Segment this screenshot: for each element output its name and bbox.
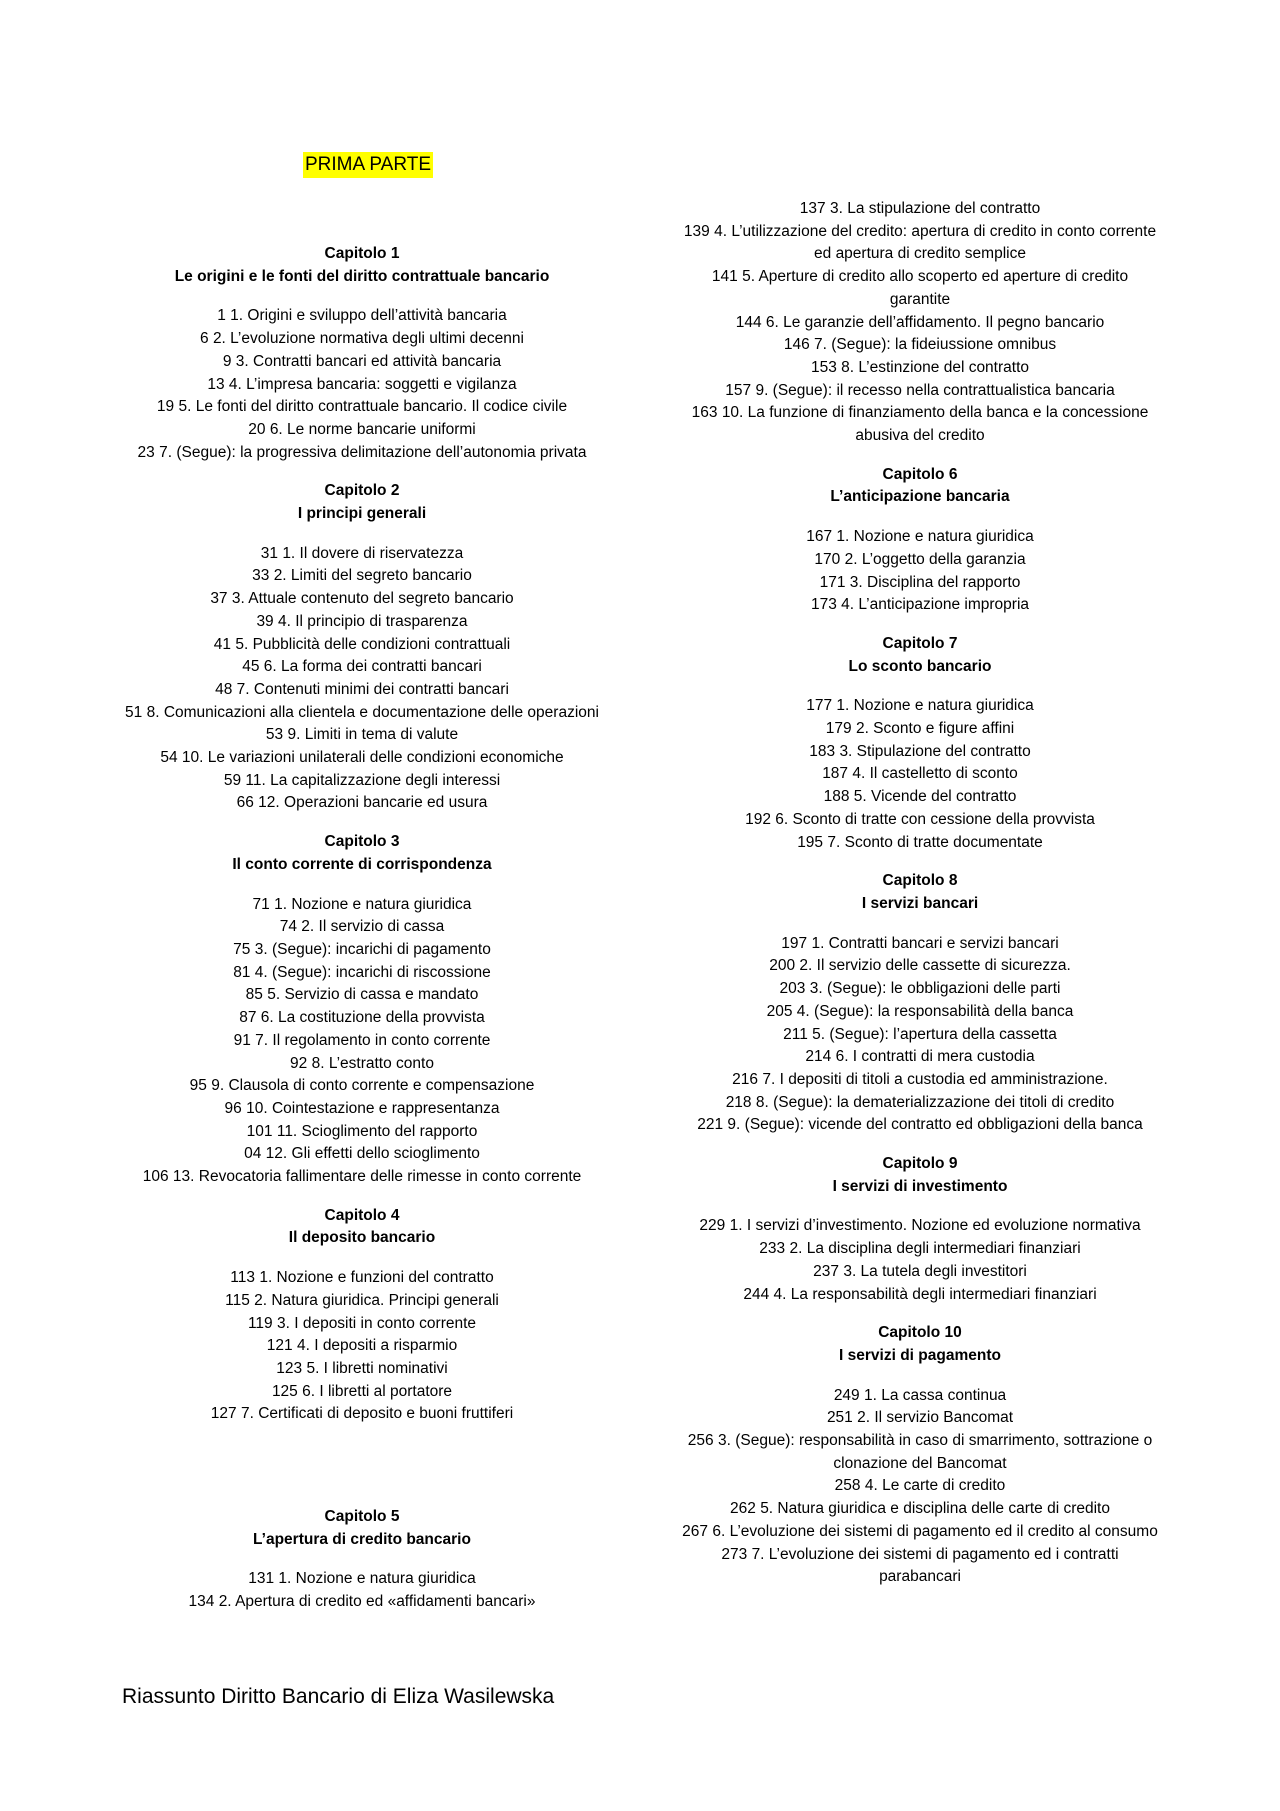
chapter-title: I servizi di investimento — [832, 1177, 1008, 1195]
toc-entry-page-number: 233 — [759, 1240, 786, 1258]
toc-entry — [680, 1284, 1160, 1307]
toc-entry-page-number: 85 — [245, 986, 263, 1004]
toc-entry-page-number: 115 — [225, 1291, 250, 1309]
toc-entry-title: 4. I depositi a risparmio — [296, 1337, 458, 1355]
chapter-heading — [112, 480, 612, 525]
toc-entry — [112, 634, 612, 657]
toc-entry — [680, 402, 1160, 447]
toc-entry-title: 1. I servizi d’investimento. Nozione ed evoluzione normativa — [729, 1217, 1141, 1235]
toc-entry — [680, 695, 1160, 718]
chapter-section — [112, 1506, 612, 1614]
toc-entry-title: 8. L’estratto conto — [311, 1054, 434, 1072]
toc-entry-title: 2. Il servizio delle cassette di sicurezza. — [799, 957, 1071, 975]
toc-entry — [680, 718, 1160, 741]
toc-entry — [112, 1075, 612, 1098]
toc-entry-title: 12. Gli effetti dello scioglimento — [265, 1145, 480, 1163]
toc-entry — [680, 809, 1160, 832]
toc-entry-page-number: 179 — [825, 720, 852, 738]
toc-entry — [112, 543, 612, 566]
toc-entry — [112, 916, 612, 939]
toc-entry — [112, 611, 612, 634]
chapter-section — [112, 480, 612, 815]
toc-entry-page-number: 131 — [248, 1570, 275, 1588]
toc-entry-page-number: 125 — [271, 1382, 298, 1400]
toc-entry-title: 4. Il principio di trasparenza — [278, 612, 468, 630]
chapter-section — [680, 1322, 1160, 1589]
toc-entry-title: 8. (Segue): la dematerializzazione dei titoli di credito — [755, 1093, 1115, 1111]
toc-entry-page-number: 237 — [813, 1262, 840, 1280]
toc-entry-title: 10. La funzione di finanziamento della banca e la concessione abusiva del credito — [721, 404, 1149, 445]
toc-entry-title: 2. Apertura di credito ed «affidamenti bancari» — [218, 1593, 536, 1611]
toc-entry-title: 7. L’evoluzione dei sistemi di pagamento ed i contratti parabancari — [751, 1545, 1119, 1586]
toc-entry — [680, 198, 1160, 221]
toc-entry-page-number: 163 — [691, 404, 718, 422]
toc-entry — [680, 1024, 1160, 1047]
toc-entry — [680, 1046, 1160, 1069]
toc-entry-page-number: 66 — [236, 794, 254, 812]
toc-entry — [112, 770, 612, 793]
toc-entry — [680, 1238, 1160, 1261]
chapter-number: Capitolo 10 — [878, 1324, 962, 1342]
chapter-section — [112, 1205, 612, 1426]
toc-entry-title: 6. La costituzione della provvista — [260, 1009, 485, 1027]
toc-entry-page-number: 95 — [189, 1077, 207, 1095]
chapter-title: I servizi di pagamento — [839, 1346, 1001, 1364]
chapter-heading — [680, 870, 1160, 915]
toc-entry-page-number: 04 — [244, 1145, 262, 1163]
toc-entry — [112, 792, 612, 815]
toc-entry-page-number: 170 — [814, 550, 841, 568]
chapter-number: Capitolo 2 — [324, 482, 400, 500]
toc-entry-page-number: 121 — [266, 1337, 293, 1355]
toc-entry — [112, 305, 612, 328]
chapter-title: L’anticipazione bancaria — [830, 488, 1010, 506]
chapter-heading — [112, 1506, 612, 1551]
toc-entry-page-number: 127 — [210, 1405, 237, 1423]
toc-entry-page-number: 101 — [246, 1122, 273, 1140]
toc-entry — [112, 419, 612, 442]
toc-entry — [680, 978, 1160, 1001]
toc-entry-page-number: 9 — [222, 352, 232, 370]
toc-entry — [112, 1313, 612, 1336]
toc-entry — [680, 1475, 1160, 1498]
toc-entry — [112, 656, 612, 679]
chapter-section — [112, 243, 612, 464]
toc-entry-title: 2. Sconto e figure affini — [855, 720, 1015, 738]
toc-entry-page-number: 59 — [223, 771, 242, 789]
toc-entry-page-number: 157 — [725, 381, 752, 399]
toc-entry-page-number: 244 — [743, 1285, 770, 1303]
toc-entry-page-number: 74 — [279, 918, 297, 936]
toc-entry — [112, 1053, 612, 1076]
toc-entry-page-number: 167 — [806, 528, 833, 546]
chapter-title: Il deposito bancario — [288, 1229, 436, 1247]
toc-entry-page-number: 134 — [188, 1593, 215, 1611]
toc-entry — [112, 328, 612, 351]
toc-entry — [112, 1568, 612, 1591]
toc-entry-page-number: 251 — [826, 1409, 853, 1427]
toc-entry-page-number: 267 — [682, 1522, 709, 1540]
toc-entry-page-number: 31 — [260, 544, 278, 562]
toc-entry-page-number: 258 — [834, 1477, 861, 1495]
toc-entry — [112, 679, 612, 702]
chapter-heading — [112, 1205, 612, 1250]
toc-entry-title: 5. Aperture di credito allo scoperto ed aperture di credito garantite — [742, 268, 1129, 308]
toc-entry-page-number: 137 — [799, 200, 826, 217]
toc-entry-page-number: 139 — [683, 222, 710, 240]
toc-entry-title: 7. Sconto di tratte documentate — [827, 833, 1043, 851]
toc-entry-title: 10. Le variazioni unilaterali delle condizioni economiche — [181, 749, 564, 767]
toc-entry — [680, 832, 1160, 855]
toc-entry-title: 3. (Segue): incarichi di pagamento — [254, 940, 491, 958]
toc-entry-page-number: 273 — [721, 1545, 748, 1563]
toc-entry-page-number: 1 — [217, 307, 226, 325]
chapter-heading — [112, 831, 612, 876]
toc-entry — [680, 1069, 1160, 1092]
toc-entry-title: 5. Servizio di cassa e mandato — [267, 986, 479, 1004]
toc-entry-page-number: 177 — [806, 697, 833, 715]
toc-entry-title: 2. Natura giuridica. Principi generali — [254, 1291, 499, 1309]
toc-entry — [680, 786, 1160, 809]
toc-entry-page-number: 221 — [697, 1116, 724, 1134]
toc-entry-page-number: 249 — [833, 1386, 860, 1404]
toc-entry-title: 4. L’utilizzazione del credito: apertura di credito in conto corrente ed apertura di credito semplice — [714, 222, 1157, 263]
toc-entry-page-number: 53 — [265, 726, 284, 744]
toc-entry-page-number: 144 — [735, 313, 762, 331]
toc-entry-title: 8. Comunicazioni alla clientela e documentazione delle operazioni — [146, 703, 599, 721]
toc-entry — [112, 1358, 612, 1381]
toc-entry-title: 5. Le fonti del diritto contrattuale bancario. Il codice civile — [178, 398, 568, 416]
toc-entry-title: 6. Sconto di tratte con cessione della provvista — [775, 810, 1095, 828]
toc-entry — [680, 1001, 1160, 1024]
toc-left-column — [112, 243, 612, 1630]
toc-entry-title: 6. Le norme bancarie uniformi — [269, 420, 476, 438]
toc-entry — [112, 442, 612, 465]
toc-entry-title: 13. Revocatoria fallimentare delle rimesse in conto corrente — [172, 1168, 582, 1186]
toc-entry-page-number: 23 — [137, 443, 155, 461]
chapter-number: Capitolo 6 — [882, 465, 958, 483]
toc-entry-page-number: 183 — [809, 742, 836, 760]
toc-entry — [680, 955, 1160, 978]
chapter-heading — [112, 243, 612, 288]
toc-entry-page-number: 153 — [810, 358, 837, 376]
chapter-section — [112, 831, 612, 1189]
toc-entry-title: 12. Operazioni bancarie ed usura — [258, 794, 488, 812]
toc-entry — [680, 1498, 1160, 1521]
toc-entry-page-number: 45 — [242, 658, 260, 676]
toc-entry-page-number: 262 — [730, 1500, 756, 1518]
toc-entry — [112, 702, 612, 725]
toc-entry-title: 1. Contratti bancari e servizi bancari — [811, 934, 1059, 952]
chapter-title: Lo sconto bancario — [848, 657, 992, 675]
toc-entry-title: 4. L’anticipazione impropria — [841, 596, 1030, 614]
toc-entry-title: 2. Il servizio Bancomat — [857, 1409, 1014, 1427]
toc-entry — [112, 1098, 612, 1121]
toc-entry — [680, 380, 1160, 403]
toc-entry — [112, 1403, 612, 1426]
toc-entry-page-number: 39 — [256, 612, 274, 630]
toc-entry-title: 3. Stipulazione del contratto — [839, 742, 1031, 760]
toc-entry — [112, 894, 612, 917]
chapter-number: Capitolo 8 — [882, 872, 958, 890]
toc-entry-page-number: 75 — [233, 940, 251, 958]
part-title: PRIMA PARTE — [303, 152, 433, 178]
chapter-title: Il conto corrente di corrispondenza — [232, 855, 492, 873]
toc-entry-page-number: 119 — [247, 1314, 273, 1332]
toc-entry — [680, 357, 1160, 380]
toc-entry-page-number: 188 — [823, 788, 850, 806]
toc-entry-page-number: 20 — [248, 420, 266, 438]
toc-entry-title: 1. Nozione e funzioni del contratto — [259, 1269, 494, 1287]
toc-entry-title: 9. Clausola di conto corrente e compensazione — [211, 1077, 535, 1095]
toc-entry — [680, 741, 1160, 764]
toc-entry-title: 2. La disciplina degli intermediari finanziari — [789, 1240, 1081, 1258]
toc-entry-title: 4. La responsabilità degli intermediari finanziari — [773, 1285, 1097, 1303]
toc-entry — [112, 1335, 612, 1358]
toc-entry — [680, 594, 1160, 617]
toc-entry-title: 7. (Segue): la progressiva delimitazione dell’autonomia privata — [159, 443, 587, 461]
toc-entry — [112, 565, 612, 588]
toc-entry — [680, 1544, 1160, 1589]
toc-entry — [680, 526, 1160, 549]
chapter-heading — [680, 633, 1160, 678]
toc-entry-title: 3. La stipulazione del contratto — [829, 200, 1041, 217]
chapter-section — [680, 870, 1160, 1137]
chapter-number: Capitolo 4 — [324, 1206, 400, 1224]
toc-entry-title: 6. La forma dei contratti bancari — [263, 658, 482, 676]
toc-entry — [112, 1166, 612, 1189]
toc-entry — [680, 572, 1160, 595]
chapter-section — [680, 633, 1160, 854]
toc-entry-title: 1. Nozione e natura giuridica — [278, 1570, 476, 1588]
toc-entry-title: 9. Limiti in tema di valute — [287, 726, 459, 744]
toc-entry-title: 9. (Segue): il recesso nella contrattualistica bancaria — [755, 381, 1115, 399]
toc-entry-title: 6. L’evoluzione dei sistemi di pagamento ed il credito al consumo — [712, 1522, 1158, 1540]
toc-entry-page-number: 33 — [252, 567, 270, 585]
toc-entry — [680, 1385, 1160, 1408]
toc-entry-page-number: 96 — [224, 1099, 242, 1117]
toc-entry-title: 6. Le garanzie dell’affidamento. Il pegno bancario — [765, 313, 1105, 331]
toc-entry — [112, 1121, 612, 1144]
toc-entry-title: 7. I depositi di titoli a custodia ed amministrazione. — [762, 1070, 1108, 1088]
toc-entry-title: 1. Il dovere di riservatezza — [282, 544, 464, 562]
toc-entry-page-number: 229 — [699, 1217, 726, 1235]
toc-entry-title: 3. Attuale contenuto del segreto bancario — [231, 590, 514, 608]
toc-entry-title: 4. Le carte di credito — [864, 1477, 1006, 1495]
chapter-heading — [680, 1322, 1160, 1367]
toc-entry-title: 1. Nozione e natura giuridica — [836, 528, 1034, 546]
toc-entry-title: 1. Nozione e natura giuridica — [836, 697, 1034, 715]
toc-entry-page-number: 187 — [822, 765, 849, 783]
toc-entry-page-number: 195 — [797, 833, 824, 851]
chapter-number: Capitolo 1 — [324, 245, 400, 262]
chapter-number: Capitolo 3 — [324, 833, 400, 851]
toc-entry-page-number: 146 — [783, 336, 810, 354]
chapter-title: L’apertura di credito bancario — [253, 1530, 471, 1548]
toc-entry-page-number: 216 — [732, 1070, 759, 1088]
chapter-section — [680, 464, 1160, 617]
chapter-title: I servizi bancari — [861, 894, 979, 912]
toc-right-column — [680, 198, 1160, 1605]
toc-entry-title: 4. (Segue): la responsabilità della banca — [796, 1002, 1074, 1020]
toc-entry — [680, 1521, 1160, 1544]
toc-entry-title: 7. Il regolamento in conto corrente — [255, 1031, 491, 1049]
toc-entry — [112, 724, 612, 747]
toc-entry-page-number: 256 — [687, 1432, 714, 1450]
toc-entry-page-number: 6 — [200, 330, 209, 348]
toc-entry-title: 2. Il servizio di cassa — [301, 918, 445, 936]
toc-entry-title: 7. Certificati di deposito e buoni fruttiferi — [240, 1405, 514, 1423]
toc-entry-title: 8. L’estinzione del contratto — [841, 358, 1030, 376]
toc-entry-title: 3. Contratti bancari ed attività bancaria — [235, 352, 502, 370]
toc-entry — [112, 962, 612, 985]
toc-entry-title: 1. La cassa continua — [864, 1386, 1007, 1404]
chapter-section — [680, 1153, 1160, 1306]
toc-entry-page-number: 54 — [160, 749, 178, 767]
toc-entry-title: 4. Il castelletto di sconto — [852, 765, 1018, 783]
toc-entry — [112, 1591, 612, 1614]
toc-entry-page-number: 51 — [125, 703, 143, 721]
toc-entry-page-number: 192 — [745, 810, 771, 828]
toc-entry — [680, 1407, 1160, 1430]
toc-entry — [112, 1030, 612, 1053]
toc-entry-page-number: 71 — [252, 895, 270, 913]
toc-entry-page-number: 106 — [142, 1168, 169, 1186]
toc-entry-page-number: 173 — [810, 596, 837, 614]
toc-entry-title: 7. (Segue): la fideiussione omnibus — [814, 336, 1057, 354]
toc-entry — [112, 1007, 612, 1030]
chapter-heading — [680, 464, 1160, 509]
toc-entry-page-number: 211 — [783, 1025, 808, 1043]
toc-entry-title: 3. La tutela degli investitori — [843, 1262, 1027, 1280]
toc-entry — [680, 1215, 1160, 1238]
toc-entry — [680, 763, 1160, 786]
toc-entry-title: 11. La capitalizzazione degli interessi — [245, 771, 501, 789]
document-footer: Riassunto Diritto Bancario di Eliza Wasilewska — [122, 1685, 555, 1708]
toc-entry-page-number: 19 — [156, 398, 175, 416]
toc-entry — [112, 374, 612, 397]
toc-entry-title: 4. L’impresa bancaria: soggetti e vigilanza — [228, 375, 517, 393]
toc-entry-title: 10. Cointestazione e rappresentanza — [246, 1099, 500, 1117]
toc-entry-page-number: 203 — [779, 980, 806, 998]
toc-entry-page-number: 91 — [233, 1031, 251, 1049]
toc-entry-title: 5. Vicende del contratto — [853, 788, 1017, 806]
toc-entry-page-number: 41 — [213, 635, 232, 653]
toc-entry — [680, 549, 1160, 572]
toc-entry-title: 5. (Segue): l’apertura della cassetta — [812, 1025, 1057, 1043]
toc-entry-page-number: 141 — [711, 268, 738, 286]
toc-entry-page-number: 37 — [210, 590, 228, 608]
toc-entry-title: 3. Disciplina del rapporto — [849, 573, 1021, 591]
toc-entry — [680, 312, 1160, 335]
toc-entry-title: 9. (Segue): vicende del contratto ed obbligazioni della banca — [727, 1116, 1143, 1134]
toc-entry-page-number: 218 — [725, 1093, 752, 1111]
toc-entry — [112, 1381, 612, 1404]
chapter-title: I principi generali — [297, 505, 427, 523]
toc-entry-title: 5. Natura giuridica e disciplina delle carte di credito — [760, 1500, 1110, 1518]
toc-entry — [680, 1261, 1160, 1284]
toc-entry-page-number: 92 — [290, 1054, 308, 1072]
toc-entry-title: 5. I libretti nominativi — [306, 1359, 448, 1377]
chapter-number: Capitolo 7 — [882, 634, 958, 652]
toc-entry — [112, 747, 612, 770]
toc-entry-page-number: 48 — [215, 680, 233, 698]
toc-entry-page-number: 214 — [805, 1048, 832, 1066]
toc-entry-page-number: 123 — [276, 1359, 303, 1377]
toc-entry-title: 6. I contratti di mera custodia — [835, 1048, 1035, 1066]
toc-entry-page-number: 81 — [233, 963, 251, 981]
toc-entry-page-number: 205 — [766, 1002, 793, 1020]
toc-entry — [680, 334, 1160, 357]
toc-entry — [112, 351, 612, 374]
toc-entry — [680, 1114, 1160, 1137]
toc-entry — [680, 266, 1160, 311]
toc-entry-title: 4. (Segue): incarichi di riscossione — [254, 963, 491, 981]
toc-entry — [680, 1092, 1160, 1115]
toc-entry-page-number: 200 — [769, 957, 796, 975]
chapter-heading — [680, 1153, 1160, 1198]
toc-entry-page-number: 87 — [239, 1009, 257, 1027]
toc-entry — [680, 1430, 1160, 1475]
toc-entry-title: 1. Nozione e natura giuridica — [274, 895, 472, 913]
toc-entry-title: 5. Pubblicità delle condizioni contrattuali — [235, 635, 511, 653]
chapter-number: Capitolo 9 — [882, 1155, 958, 1173]
toc-entry-title: 3. (Segue): le obbligazioni delle parti — [809, 980, 1061, 998]
toc-entry-page-number: 171 — [819, 573, 846, 591]
chapter-title: Le origini e le fonti del diritto contrattuale bancario — [174, 267, 550, 285]
toc-entry-title: 7. Contenuti minimi dei contratti bancari — [236, 680, 509, 698]
toc-entry — [112, 1143, 612, 1166]
toc-entry — [112, 939, 612, 962]
toc-entry — [112, 588, 612, 611]
toc-entry — [112, 1267, 612, 1290]
chapter-section — [680, 198, 1160, 448]
toc-entry-page-number: 13 — [207, 375, 225, 393]
toc-entry-title: 3. (Segue): responsabilità in caso di smarrimento, sottrazione o clonazione del Bancomat — [717, 1432, 1153, 1472]
toc-entry-page-number: 113 — [230, 1269, 256, 1287]
toc-entry-title: 11. Scioglimento del rapporto — [276, 1122, 478, 1140]
toc-entry-title: 2. L’oggetto della garanzia — [844, 550, 1026, 568]
toc-entry-title: 6. I libretti al portatore — [302, 1382, 453, 1400]
toc-entry — [112, 396, 612, 419]
toc-entry-title: 3. I depositi in conto corrente — [276, 1314, 477, 1332]
toc-entry — [680, 933, 1160, 956]
toc-entry-page-number: 197 — [781, 934, 808, 952]
toc-entry-title: 1. Origini e sviluppo dell’attività bancaria — [230, 307, 507, 325]
toc-entry-title: 2. Limiti del segreto bancario — [273, 567, 472, 585]
toc-entry — [680, 221, 1160, 266]
toc-entry-title: 2. L’evoluzione normativa degli ultimi decenni — [212, 330, 524, 348]
chapter-number: Capitolo 5 — [324, 1508, 400, 1526]
toc-entry — [112, 1290, 612, 1313]
toc-entry — [112, 984, 612, 1007]
